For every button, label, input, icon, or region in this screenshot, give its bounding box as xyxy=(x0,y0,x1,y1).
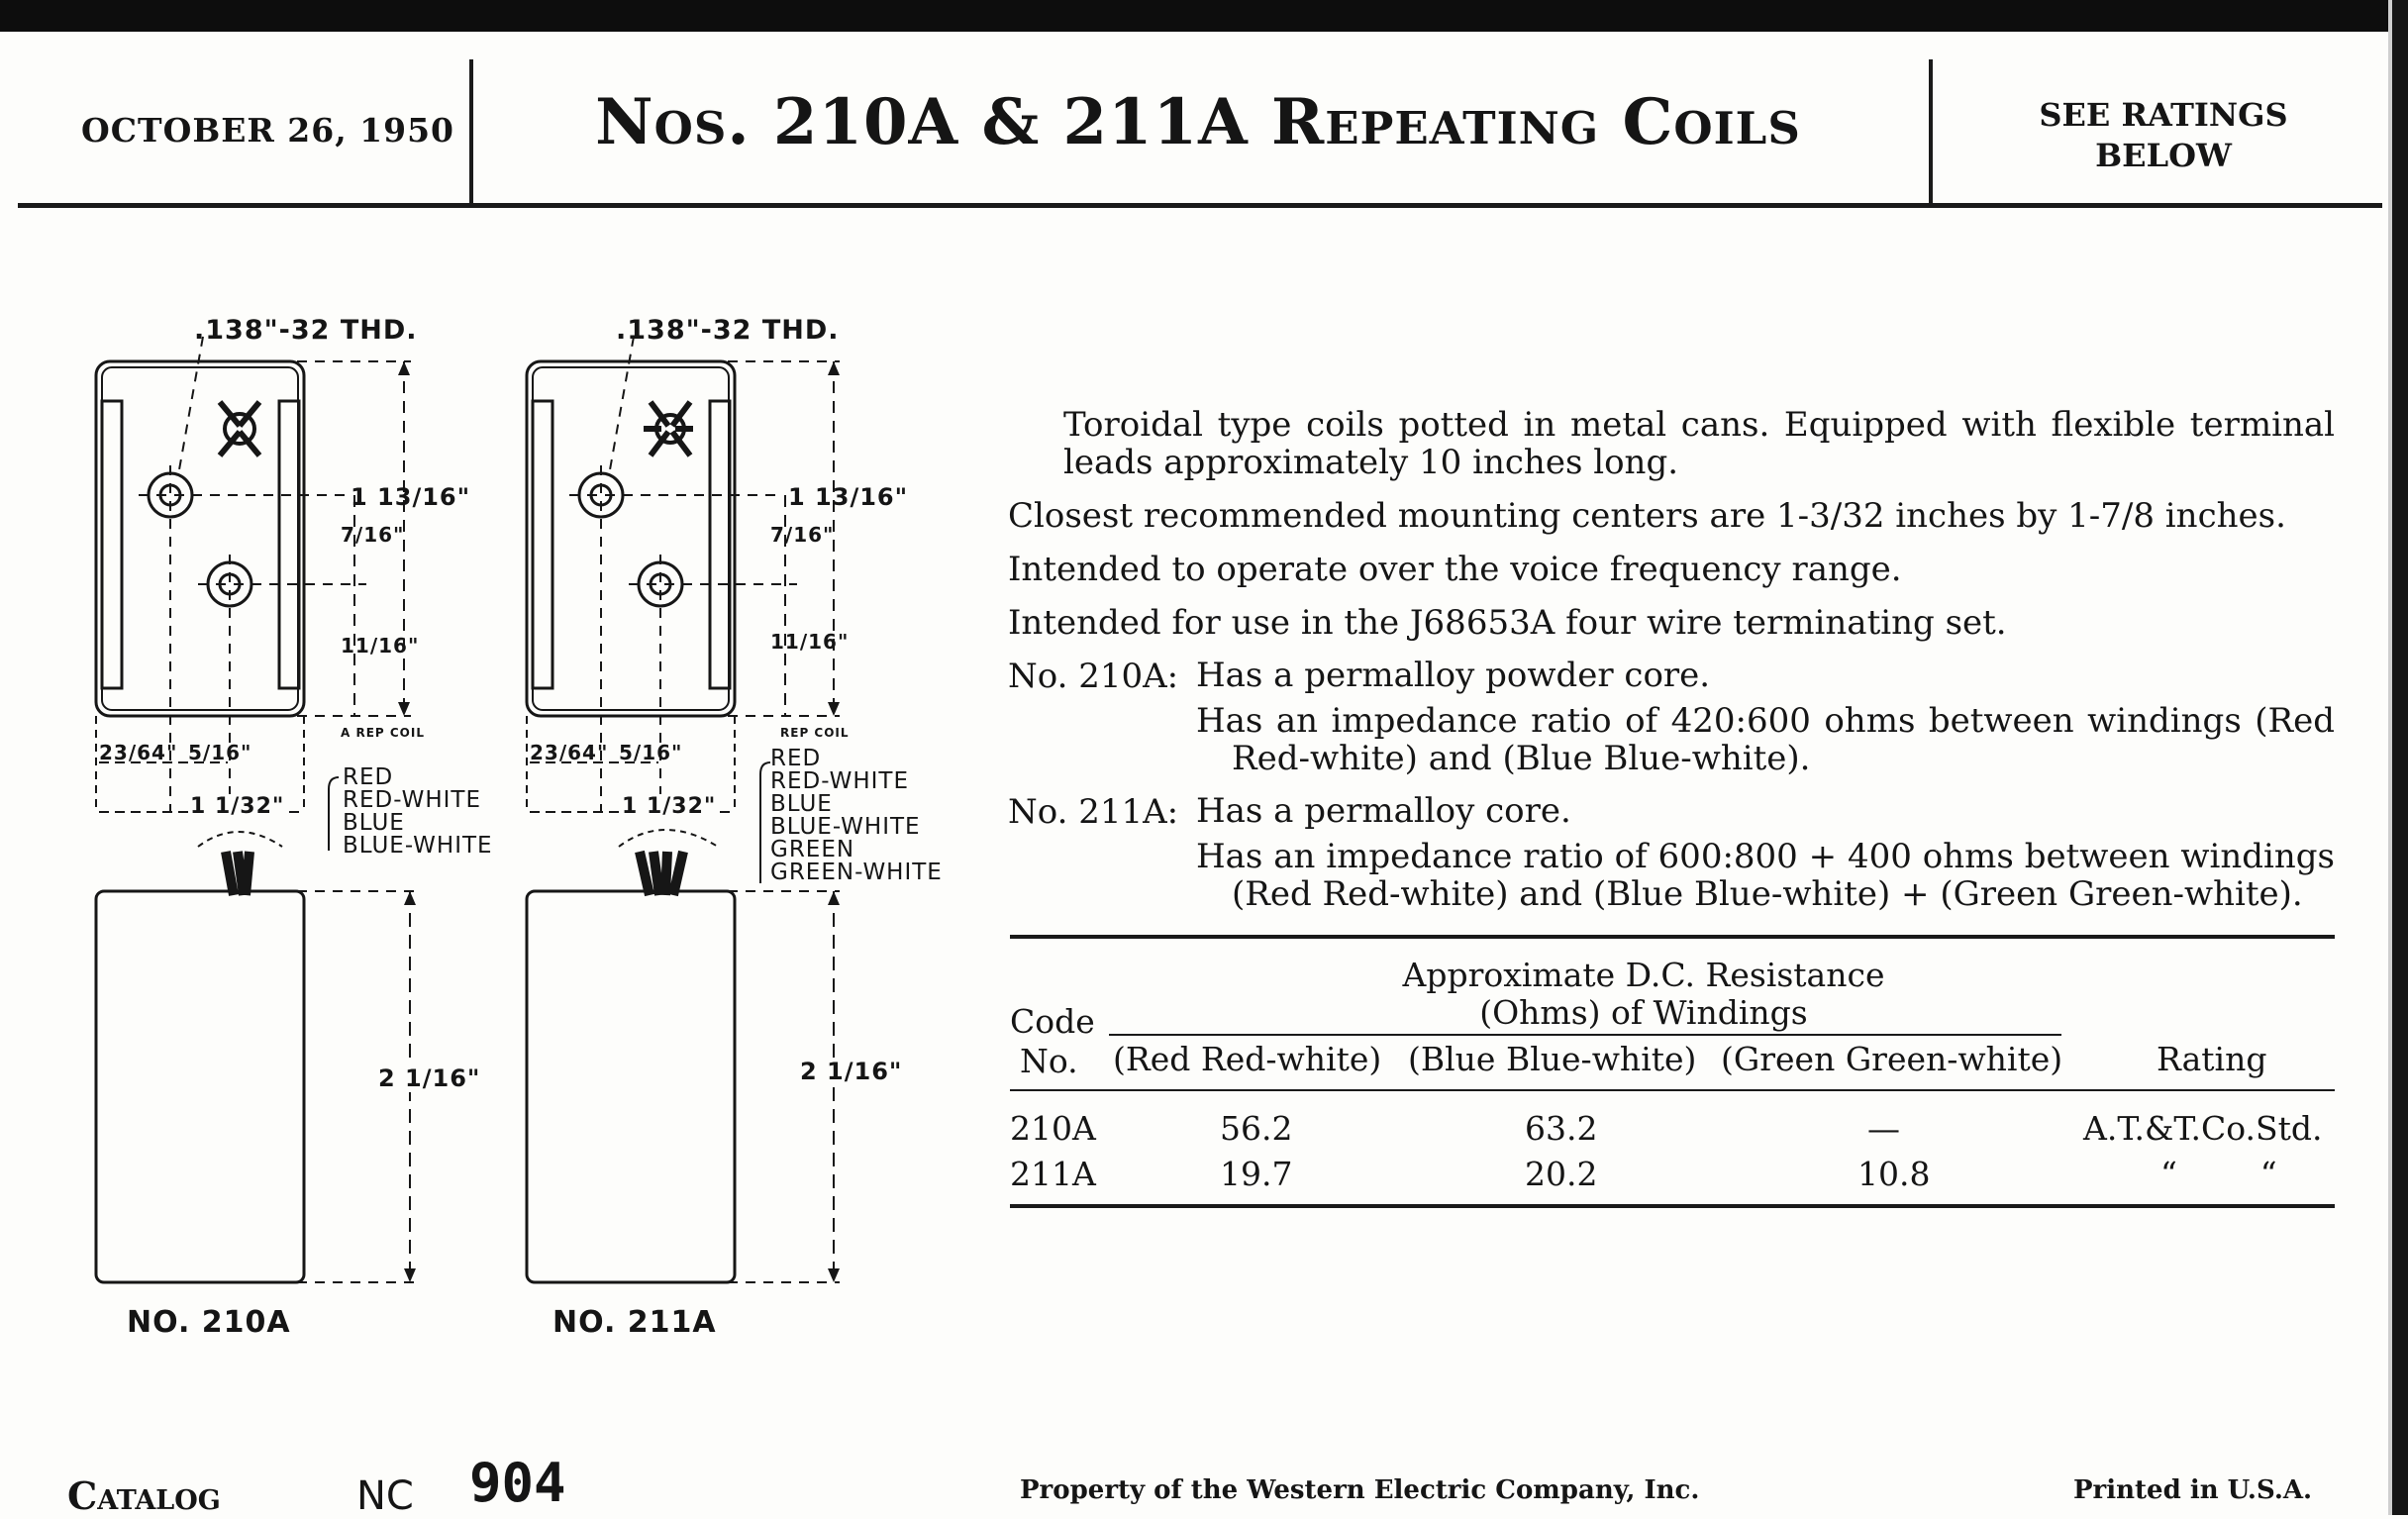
coil-marking-210a: A REP COIL xyxy=(341,726,425,740)
dim-7-16-211a: 7/16" xyxy=(770,523,835,547)
row-210a-green: — xyxy=(1867,1109,1900,1148)
dim-23-64-210a: 23/64" xyxy=(99,741,178,764)
dim-height-211a: 1 13/16" xyxy=(788,483,909,511)
row-211a-blue: 20.2 xyxy=(1525,1155,1598,1193)
lead-color-211a-1: RED xyxy=(770,746,822,771)
dim-side-height-210a: 2 1/16" xyxy=(378,1064,481,1092)
footer-catalog: Catalog xyxy=(67,1473,221,1518)
table-group-header xyxy=(1109,957,2178,1032)
table-col-red: (Red Red-white) xyxy=(1113,1040,1382,1078)
table-col-green: (Green Green-white) xyxy=(1721,1040,2063,1078)
lead-color-210a-2: RED-WHITE xyxy=(343,787,481,813)
ratings-line-1: SEE RATINGS xyxy=(2039,96,2288,134)
header-ratings xyxy=(1931,95,2396,176)
caption-211a: NO. 211A xyxy=(552,1305,717,1340)
page-title: Nos. 210A & 211A Repeating Coils xyxy=(595,85,1801,159)
row-210a-code: 210A xyxy=(1010,1109,1096,1148)
desc-usage: Intended for use in the J68653A four wire terminating set. xyxy=(1008,603,2007,643)
header-rule xyxy=(18,203,2382,208)
desc-frequency: Intended to operate over the voice frequency range. xyxy=(1008,550,1902,589)
table-col-blue: (Blue Blue-white) xyxy=(1408,1040,1697,1078)
lead-color-211a-4: BLUE-WHITE xyxy=(770,814,921,840)
footer-catalog-number: 904 xyxy=(469,1452,566,1514)
code-211a-impedance: Has an impedance ratio of 600:800 + 400 ohms between windings (Red Red-white) and (Blue Blue-white) + (Green Green-white). xyxy=(1196,837,2335,914)
terminal-lugs-210a xyxy=(220,402,259,456)
lead-color-210a-3: BLUE xyxy=(343,810,405,836)
coil-210a-side-view xyxy=(96,832,416,1282)
dim-height-210a: 1 13/16" xyxy=(351,483,471,511)
code-211a-details xyxy=(1196,792,2335,913)
dim-11-16-211a: 11/16" xyxy=(770,630,850,654)
code-211a-core: Has a permalloy core. xyxy=(1196,791,1571,831)
lead-color-211a-6: GREEN-WHITE xyxy=(770,860,943,885)
table-code-header-line2: No. xyxy=(1020,1042,1078,1080)
code-210a-details xyxy=(1196,657,2335,777)
row-210a-blue: 63.2 xyxy=(1525,1109,1598,1148)
table-top-rule xyxy=(1010,935,2335,939)
desc-mounting: Closest recommended mounting centers are 1-3/32 inches by 1-7/8 inches. xyxy=(1008,496,2286,536)
table-group-rule xyxy=(1109,1034,2061,1036)
table-code-header-line1: Code xyxy=(1010,1002,1095,1041)
table-group-header-line1: Approximate D.C. Resistance xyxy=(1402,956,1885,994)
footer-property: Property of the Western Electric Company, Inc. xyxy=(1020,1475,1700,1505)
code-211a-label: No. 211A: xyxy=(1008,792,1179,832)
dim-width-211a: 1 1/32" xyxy=(622,794,717,819)
table-bottom-rule xyxy=(1010,1204,2335,1208)
row-211a-red: 19.7 xyxy=(1220,1155,1293,1193)
coil-211a-side-view xyxy=(527,830,840,1282)
row-211a-code: 211A xyxy=(1010,1155,1096,1193)
header-date: OCTOBER 26, 1950 xyxy=(81,111,455,150)
dim-side-height-211a: 2 1/16" xyxy=(800,1058,903,1085)
table-header-rule xyxy=(1010,1089,2335,1091)
row-211a-rating: “ “ xyxy=(2160,1155,2277,1193)
row-211a-green: 10.8 xyxy=(1857,1155,1931,1193)
lead-color-211a-3: BLUE xyxy=(770,791,833,817)
dim-11-16-210a: 11/16" xyxy=(341,634,420,658)
scan-top-border xyxy=(0,0,2408,32)
footer-catalog-no: NC xyxy=(356,1473,414,1519)
lead-colors-211a xyxy=(770,748,943,884)
footer-printed: Printed in U.S.A. xyxy=(2073,1475,2313,1505)
code-210a-impedance: Has an impedance ratio of 420:600 ohms between windings (Red Red-white) and (Blue Blue-white). xyxy=(1196,701,2335,778)
table-col-rating: Rating xyxy=(2157,1040,2267,1078)
code-210a-label: No. 210A: xyxy=(1008,657,1179,696)
row-210a-red: 56.2 xyxy=(1220,1109,1293,1148)
lead-color-210a-4: BLUE-WHITE xyxy=(343,833,493,859)
scan-right-border xyxy=(2392,0,2408,1515)
coil-marking-211a: REP COIL xyxy=(780,726,850,740)
thread-label-210a: .138"-32 THD. xyxy=(194,315,418,346)
thread-label-211a: .138"-32 THD. xyxy=(616,315,840,346)
lead-color-210a-1: RED xyxy=(343,764,394,790)
desc-construction: Toroidal type coils potted in metal cans. Equipped with flexible terminal leads approximately 10 inches long. xyxy=(1063,405,2335,482)
description-paragraphs xyxy=(1008,406,2335,642)
dim-5-16-210a: 5/16" xyxy=(188,741,252,764)
dim-5-16-211a: 5/16" xyxy=(619,741,683,764)
table-group-header-line2: (Ohms) of Windings xyxy=(1479,993,1808,1032)
table-code-header xyxy=(1010,1002,1095,1081)
dim-width-210a: 1 1/32" xyxy=(190,794,285,819)
row-210a-rating: A.T.&T.Co.Std. xyxy=(2083,1109,2323,1148)
dim-7-16-210a: 7/16" xyxy=(341,523,405,547)
ratings-line-2: BELOW xyxy=(2095,137,2232,174)
lead-color-211a-2: RED-WHITE xyxy=(770,768,909,794)
caption-210a: NO. 210A xyxy=(127,1305,291,1340)
lead-colors-210a xyxy=(343,766,493,858)
terminal-lugs-211a xyxy=(644,402,693,456)
lead-color-211a-5: GREEN xyxy=(770,837,855,862)
dim-23-64-211a: 23/64" xyxy=(530,741,609,764)
code-210a-core: Has a permalloy powder core. xyxy=(1196,656,1711,695)
